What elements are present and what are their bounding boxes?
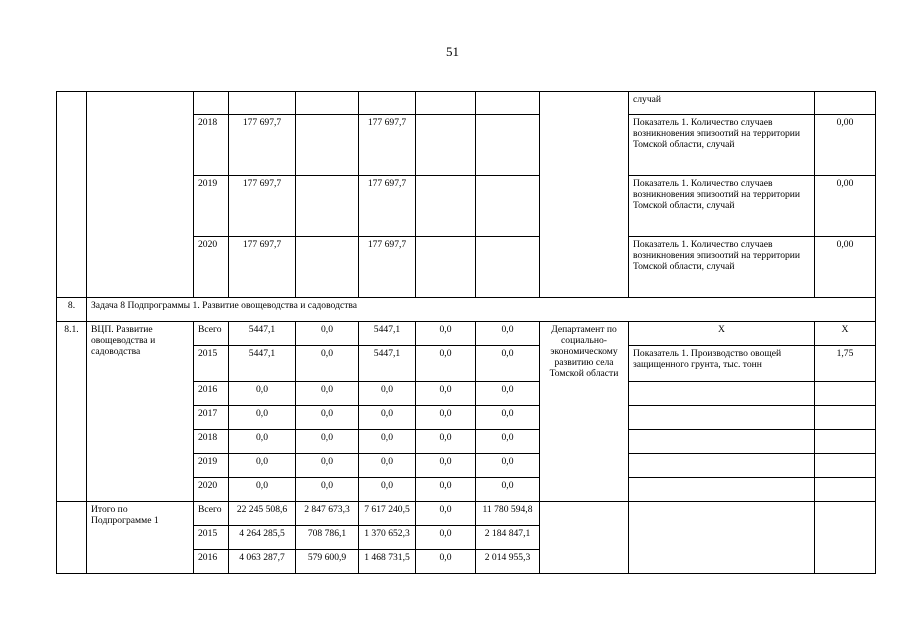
- cell-federal: 0,0: [296, 478, 359, 502]
- cell-indicator: [629, 502, 815, 574]
- cell-total: 22 245 508,6: [229, 502, 296, 526]
- cell-local: 0,0: [416, 430, 476, 454]
- cell-other: 0,0: [476, 454, 540, 478]
- cell-year: 2019: [194, 454, 229, 478]
- program-table: [56, 91, 876, 574]
- cell-federal: 0,0: [296, 382, 359, 406]
- cell-value: 0,00: [815, 237, 876, 298]
- cell-regional: 1 468 731,5: [359, 550, 416, 574]
- cell-other: 11 780 594,8: [476, 502, 540, 526]
- cell-indicator: Х: [629, 322, 815, 346]
- cell-other: 0,0: [476, 478, 540, 502]
- cell-executor: [540, 92, 629, 298]
- cell-value: [815, 92, 876, 115]
- cell-value: [815, 430, 876, 454]
- cell-year: 2015: [194, 526, 229, 550]
- cell-local: 0,0: [416, 478, 476, 502]
- cell-federal: 0,0: [296, 454, 359, 478]
- cell-value: [815, 502, 876, 574]
- cell-indicator: [629, 382, 815, 406]
- cell-value: [815, 406, 876, 430]
- cell-indicator: Показатель 1. Производство овощей защищенного грунта, тыс. тонн: [629, 346, 815, 382]
- cell-year: 2017: [194, 406, 229, 430]
- cell-other: 2 184 847,1: [476, 526, 540, 550]
- cell-value: [815, 478, 876, 502]
- cell-regional: [359, 92, 416, 115]
- cell-local: 0,0: [416, 346, 476, 382]
- cell-total: 0,0: [229, 430, 296, 454]
- cell-federal: 0,0: [296, 322, 359, 346]
- cell-regional: 0,0: [359, 406, 416, 430]
- cell-indicator: Показатель 1. Количество случаев возникновения эпизоотий на территории Томской области, случай: [629, 176, 815, 237]
- cell-total: 0,0: [229, 478, 296, 502]
- cell-other: [476, 176, 540, 237]
- cell-year: 2016: [194, 550, 229, 574]
- cell-other: 0,0: [476, 346, 540, 382]
- table-row: [57, 92, 876, 115]
- cell-federal: [296, 176, 359, 237]
- cell-year: Всего: [194, 322, 229, 346]
- cell-other: [476, 92, 540, 115]
- cell-local: 0,0: [416, 322, 476, 346]
- cell-year: 2015: [194, 346, 229, 382]
- cell-total: 177 697,7: [229, 237, 296, 298]
- cell-other: 2 014 955,3: [476, 550, 540, 574]
- cell-other: 0,0: [476, 382, 540, 406]
- cell-regional: 0,0: [359, 430, 416, 454]
- item-name: ВЦП. Развитие овощеводства и садоводства: [87, 322, 194, 502]
- cell-regional: 0,0: [359, 382, 416, 406]
- cell-indicator: [629, 454, 815, 478]
- cell-indicator: [629, 478, 815, 502]
- cell-indicator: [629, 406, 815, 430]
- cell-local: [416, 115, 476, 176]
- task-number: 8.: [57, 298, 87, 322]
- cell-total: 0,0: [229, 454, 296, 478]
- cell-other: 0,0: [476, 406, 540, 430]
- cell-indicator: Показатель 1. Количество случаев возникновения эпизоотий на территории Томской области, случай: [629, 237, 815, 298]
- cell-number: [57, 502, 87, 574]
- cell-regional: 0,0: [359, 478, 416, 502]
- item-executor: Департамент по социально-экономическому развитию села Томской области: [540, 322, 629, 502]
- task-row: [57, 298, 876, 322]
- cell-regional: 177 697,7: [359, 237, 416, 298]
- cell-indicator: случай: [629, 92, 815, 115]
- cell-local: 0,0: [416, 382, 476, 406]
- page-number: 51: [446, 44, 459, 59]
- cell-other: 0,0: [476, 430, 540, 454]
- table-row: [57, 322, 876, 346]
- cell-value: [815, 382, 876, 406]
- cell-total: 0,0: [229, 406, 296, 430]
- cell-federal: [296, 115, 359, 176]
- cell-value: 1,75: [815, 346, 876, 382]
- cell-year: 2018: [194, 115, 229, 176]
- cell-federal: 0,0: [296, 346, 359, 382]
- cell-federal: 708 786,1: [296, 526, 359, 550]
- cell-value: [815, 454, 876, 478]
- cell-federal: 579 600,9: [296, 550, 359, 574]
- cell-total: 4 264 285,5: [229, 526, 296, 550]
- cell-other: 0,0: [476, 322, 540, 346]
- cell-year: [194, 92, 229, 115]
- cell-year: 2020: [194, 478, 229, 502]
- cell-federal: [296, 237, 359, 298]
- cell-local: 0,0: [416, 406, 476, 430]
- cell-regional: 177 697,7: [359, 115, 416, 176]
- cell-indicator: Показатель 1. Количество случаев возникновения эпизоотий на территории Томской области, случай: [629, 115, 815, 176]
- cell-regional: 1 370 652,3: [359, 526, 416, 550]
- cell-year: Всего: [194, 502, 229, 526]
- cell-total: 5447,1: [229, 322, 296, 346]
- cell-regional: 5447,1: [359, 322, 416, 346]
- cell-federal: [296, 92, 359, 115]
- cell-local: 0,0: [416, 454, 476, 478]
- cell-value: 0,00: [815, 176, 876, 237]
- cell-federal: 0,0: [296, 430, 359, 454]
- cell-local: [416, 176, 476, 237]
- cell-name: [87, 92, 194, 298]
- cell-year: 2019: [194, 176, 229, 237]
- cell-year: 2016: [194, 382, 229, 406]
- cell-indicator: [629, 430, 815, 454]
- totals-name: Итого по Подпрограмме 1: [87, 502, 194, 574]
- cell-number: [57, 92, 87, 298]
- cell-regional: 0,0: [359, 454, 416, 478]
- cell-total: 177 697,7: [229, 176, 296, 237]
- cell-local: 0,0: [416, 502, 476, 526]
- cell-executor: [540, 502, 629, 574]
- total-row: [57, 502, 876, 526]
- cell-value: Х: [815, 322, 876, 346]
- cell-regional: 177 697,7: [359, 176, 416, 237]
- cell-total: 4 063 287,7: [229, 550, 296, 574]
- cell-value: 0,00: [815, 115, 876, 176]
- cell-regional: 7 617 240,5: [359, 502, 416, 526]
- cell-local: 0,0: [416, 526, 476, 550]
- cell-other: [476, 115, 540, 176]
- cell-year: 2020: [194, 237, 229, 298]
- task-title: Задача 8 Подпрограммы 1. Развитие овощеводства и садоводства: [87, 298, 876, 322]
- cell-total: 0,0: [229, 382, 296, 406]
- cell-regional: 5447,1: [359, 346, 416, 382]
- cell-total: 5447,1: [229, 346, 296, 382]
- cell-local: [416, 237, 476, 298]
- cell-federal: 0,0: [296, 406, 359, 430]
- cell-total: 177 697,7: [229, 115, 296, 176]
- item-number: 8.1.: [57, 322, 87, 502]
- cell-local: 0,0: [416, 550, 476, 574]
- cell-total: [229, 92, 296, 115]
- cell-federal: 2 847 673,3: [296, 502, 359, 526]
- cell-other: [476, 237, 540, 298]
- cell-year: 2018: [194, 430, 229, 454]
- cell-local: [416, 92, 476, 115]
